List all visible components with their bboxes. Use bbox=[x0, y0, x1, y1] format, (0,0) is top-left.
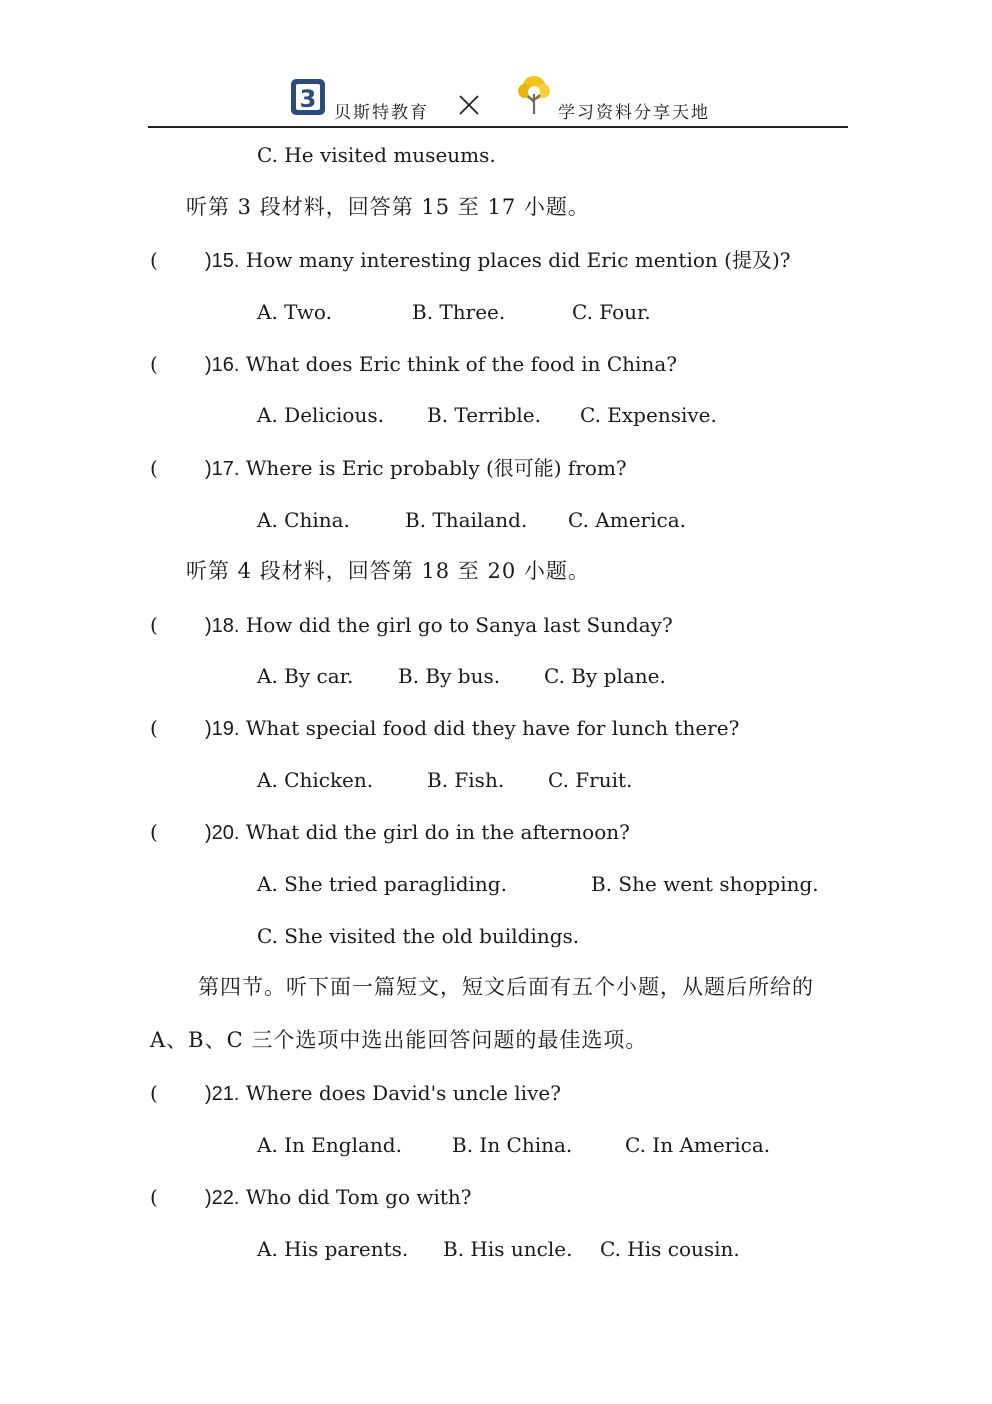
part4-intro-line2: A、B、C 三个选项中选出能回答问题的最佳选项。 bbox=[150, 1028, 648, 1052]
option-c[interactable]: C. Expensive. bbox=[580, 403, 717, 427]
option-a[interactable]: A. China. bbox=[257, 508, 350, 532]
question-number: )19. bbox=[205, 718, 240, 740]
question-text: How many interesting places did Eric mention (提及)? bbox=[245, 248, 791, 272]
question-number: )21. bbox=[205, 1083, 240, 1105]
option-b[interactable]: B. She went shopping. bbox=[591, 872, 819, 896]
page-header bbox=[148, 70, 848, 130]
option-c[interactable]: C. By plane. bbox=[544, 664, 666, 688]
option-b[interactable]: B. Thailand. bbox=[405, 508, 528, 532]
question-number: )15. bbox=[205, 250, 240, 272]
option-c[interactable]: C. She visited the old buildings. bbox=[257, 924, 580, 948]
question-text: Where is Eric probably (很可能) from? bbox=[245, 456, 627, 480]
option-c[interactable]: C. Four. bbox=[572, 300, 651, 324]
option-b[interactable]: B. In China. bbox=[452, 1133, 573, 1157]
option-a[interactable]: A. In England. bbox=[257, 1133, 402, 1157]
option-a[interactable]: A. She tried paragliding. bbox=[257, 872, 507, 896]
question-text: What did the girl do in the afternoon? bbox=[245, 820, 630, 844]
answer-blank[interactable]: ( bbox=[150, 456, 158, 480]
brand-logo-icon bbox=[290, 78, 326, 116]
brand-name: 贝斯特教育 bbox=[334, 103, 429, 123]
question-number: )16. bbox=[205, 354, 240, 376]
answer-blank[interactable]: ( bbox=[150, 352, 158, 376]
answer-blank[interactable]: ( bbox=[150, 820, 158, 844]
section4-instruction: 听第 4 段材料，回答第 18 至 20 小题。 bbox=[186, 559, 590, 583]
answer-blank[interactable]: ( bbox=[150, 1185, 158, 1209]
partner-name: 学习资料分享天地 bbox=[558, 103, 710, 123]
answer-blank[interactable]: ( bbox=[150, 613, 158, 637]
section3-instruction: 听第 3 段材料，回答第 15 至 17 小题。 bbox=[186, 195, 590, 219]
option-a[interactable]: A. His parents. bbox=[257, 1237, 409, 1261]
cross-icon bbox=[458, 94, 480, 116]
option-b[interactable]: B. Three. bbox=[412, 300, 506, 324]
option-c[interactable]: C. His cousin. bbox=[600, 1237, 740, 1261]
question-number: )18. bbox=[205, 615, 240, 637]
answer-blank[interactable]: ( bbox=[150, 248, 158, 272]
option-b[interactable]: B. Terrible. bbox=[427, 403, 541, 427]
option-a[interactable]: A. Chicken. bbox=[257, 768, 374, 792]
option-c[interactable]: C. America. bbox=[568, 508, 686, 532]
option-a[interactable]: A. Delicious. bbox=[257, 403, 384, 427]
option-a[interactable]: A. Two. bbox=[257, 300, 332, 324]
option-c[interactable]: C. In America. bbox=[625, 1133, 771, 1157]
option-a[interactable]: A. By car. bbox=[257, 664, 354, 688]
question-text: What special food did they have for lunch there? bbox=[245, 716, 740, 740]
question-number: )17. bbox=[205, 458, 240, 480]
option-c[interactable]: C. Fruit. bbox=[548, 768, 633, 792]
question-text: What does Eric think of the food in China? bbox=[245, 352, 677, 376]
option-b[interactable]: B. By bus. bbox=[398, 664, 501, 688]
question-number: )20. bbox=[205, 822, 240, 844]
option-b[interactable]: B. His uncle. bbox=[443, 1237, 573, 1261]
question-text: Who did Tom go with? bbox=[245, 1185, 472, 1209]
question-number: )22. bbox=[205, 1187, 240, 1209]
carryover-option: C. He visited museums. bbox=[257, 143, 496, 167]
option-b[interactable]: B. Fish. bbox=[427, 768, 505, 792]
question-text: Where does David's uncle live? bbox=[245, 1081, 561, 1105]
part4-intro-line1: 第四节。听下面一篇短文，短文后面有五个小题，从题后所给的 bbox=[198, 975, 814, 999]
tree-logo-icon bbox=[514, 74, 554, 116]
question-text: How did the girl go to Sanya last Sunday? bbox=[245, 613, 673, 637]
svg-text:3: 3 bbox=[299, 85, 317, 113]
header-divider bbox=[148, 126, 848, 128]
answer-blank[interactable]: ( bbox=[150, 716, 158, 740]
answer-blank[interactable]: ( bbox=[150, 1081, 158, 1105]
